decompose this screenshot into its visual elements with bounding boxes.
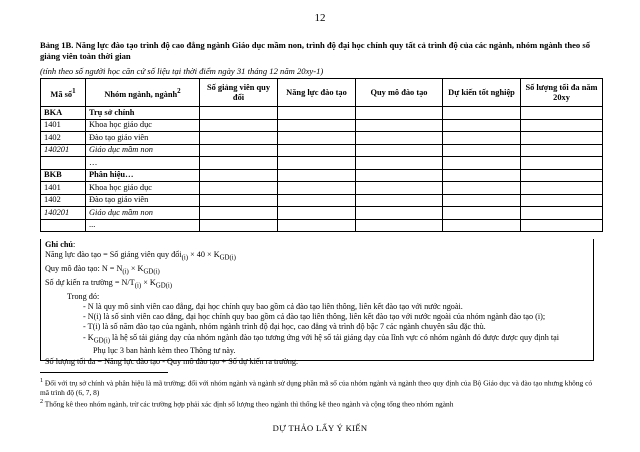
empty-cell — [443, 119, 521, 132]
empty-cell — [278, 169, 356, 182]
table-subtitle: (tính theo số người học căn cứ số liệu tại thời điểm ngày 31 tháng 12 năm 20xy-1) — [40, 66, 324, 76]
notes-box — [40, 239, 594, 366]
table-row — [41, 157, 603, 170]
empty-cell — [356, 107, 443, 120]
row-name: … — [86, 157, 200, 170]
row-name: Đào tạo giáo viên — [86, 194, 200, 207]
empty-cell — [356, 219, 443, 232]
capacity-formula: Năng lực đào tạo = Số giảng viên quy đổi$_{(i)}$ × $40 \times K_{GD(i)}$ — [45, 250, 236, 262]
table-header-row — [41, 79, 603, 107]
empty-cell — [443, 194, 521, 207]
empty-cell — [356, 119, 443, 132]
empty-cell — [278, 194, 356, 207]
row-code: 140201 — [41, 144, 86, 157]
empty-cell — [278, 132, 356, 145]
row-name: ... — [86, 219, 200, 232]
table-row — [41, 144, 603, 157]
footnote-2: $^2$ Thống kê theo nhóm ngành, trừ các trường hợp phải xác định số lượng theo ngành thì thống kê theo ngành và cộng tổng theo nhóm ngành — [40, 398, 454, 409]
empty-cell — [521, 157, 603, 170]
row-code: 1401 — [41, 182, 86, 195]
empty-cell — [278, 157, 356, 170]
empty-cell — [521, 207, 603, 220]
notes-line-4: - $K_{GD(i)}$ là hệ số tải giảng dạy của nhóm ngành đào tạo tương ứng với hệ số tải giảng dạy của lĩnh vực có nhóm ngành đó được được quy định tại — [83, 332, 560, 345]
empty-cell — [278, 219, 356, 232]
table-row — [41, 119, 603, 132]
empty-cell — [200, 119, 278, 132]
empty-cell — [521, 219, 603, 232]
row-code — [41, 157, 86, 170]
empty-cell — [200, 144, 278, 157]
header-group: Nhóm ngành, ngành$^2$ — [86, 79, 200, 107]
header-max-quota: Số lượng tối đa năm 20xy — [521, 79, 603, 107]
footnotes — [40, 377, 600, 409]
table-row — [41, 194, 603, 207]
empty-cell — [200, 182, 278, 195]
notes-line-2: - N(i) là số sinh viên cao đẳng, đại học chính quy bao gồm cả đào tạo liên thông, liên kết đào tạo với nước ngoài của nhóm ngành đào tạo (i); — [83, 312, 546, 322]
empty-cell — [200, 219, 278, 232]
empty-cell — [278, 119, 356, 132]
empty-cell — [200, 157, 278, 170]
empty-cell — [521, 182, 603, 195]
empty-cell — [278, 107, 356, 120]
row-name: Khoa học giáo dục — [86, 182, 200, 195]
empty-cell — [200, 169, 278, 182]
table-row — [41, 182, 603, 195]
footnote-rule — [40, 372, 168, 373]
empty-cell — [200, 207, 278, 220]
header-lecturers: Số giảng viên quy đổi — [200, 79, 278, 107]
empty-cell — [356, 182, 443, 195]
empty-cell — [443, 132, 521, 145]
table-row — [41, 219, 603, 232]
table-row — [41, 169, 603, 182]
empty-cell — [200, 132, 278, 145]
empty-cell — [443, 157, 521, 170]
notes-heading: Ghi chú: — [45, 240, 76, 249]
empty-cell — [521, 194, 603, 207]
header-scale: Quy mô đào tạo — [356, 79, 443, 107]
row-code: 140201 — [41, 207, 86, 220]
empty-cell — [356, 207, 443, 220]
empty-cell — [278, 182, 356, 195]
row-name: Đào tạo giáo viên — [86, 132, 200, 145]
row-code: 1402 — [41, 132, 86, 145]
empty-cell — [521, 169, 603, 182]
row-name: Giáo dục mầm non — [86, 207, 200, 220]
draft-footer: DỰ THẢO LẤY Ý KIẾN — [272, 423, 368, 433]
empty-cell — [200, 194, 278, 207]
empty-cell — [521, 107, 603, 120]
notes-line-3: - T(i) là số năm đào tạo của ngành, nhóm ngành trình độ đại học, cao đẳng và trình độ bậc 7 các ngành chuyên sâu đặc thù. — [83, 322, 486, 332]
row-name: Khoa học giáo dục — [86, 119, 200, 132]
row-code: 1401 — [41, 119, 86, 132]
header-code: Mã số$^1$ — [41, 79, 86, 107]
empty-cell — [521, 119, 603, 132]
page-number: 12 — [314, 12, 326, 24]
row-name: Phân hiệu… — [86, 169, 200, 182]
empty-cell — [356, 194, 443, 207]
empty-cell — [443, 107, 521, 120]
row-code: BKA — [41, 107, 86, 120]
capacity-table — [40, 78, 603, 232]
empty-cell — [356, 169, 443, 182]
notes-line-1: - N là quy mô sinh viên cao đẳng, đại học chính quy bao gồm cả đào tạo liên thông, liên kết đào tạo với nước ngoài. — [83, 301, 463, 311]
empty-cell — [443, 219, 521, 232]
empty-cell — [278, 144, 356, 157]
table-row — [41, 132, 603, 145]
table-row — [41, 107, 603, 120]
empty-cell — [443, 169, 521, 182]
row-name: Giáo dục mầm non — [86, 144, 200, 157]
empty-cell — [443, 182, 521, 195]
table-title: Bảng 1B. Năng lực đào tạo trình độ cao đẳng ngành Giáo dục mầm non, trình độ đại học chính quy tất cả trình độ của các ngành, nhóm ngành theo số giảng viên toàn thời gian — [40, 40, 591, 61]
header-capacity: Năng lực đào tạo — [278, 79, 356, 107]
row-name: Trụ sở chính — [86, 107, 200, 120]
empty-cell — [521, 144, 603, 157]
notes-line-5: Phụ lục 3 ban hành kèm theo Thông tư này. — [93, 346, 236, 356]
empty-cell — [521, 132, 603, 145]
row-code: BKB — [41, 169, 86, 182]
row-code — [41, 219, 86, 232]
empty-cell — [278, 207, 356, 220]
empty-cell — [356, 132, 443, 145]
scale-formula: Quy mô đào tạo: $N = N_{(i)} \times K_{GD(i)}$ — [45, 264, 160, 276]
graduation-formula: Số dự kiến ra trường = $N/T_{(i)} \times K_{GD(i)}$ — [45, 277, 173, 290]
row-code: 1402 — [41, 194, 86, 207]
empty-cell — [200, 107, 278, 120]
footnote-1: $^1$ Đối với trụ sở chính và phân hiệu là mã trường; đối với nhóm ngành và ngành sử dụng phần mã số của nhóm ngành và ngành theo quy định của Bộ Giáo dục và đào tạo nhưng không có mã trình độ (6, 7, 8) — [40, 378, 593, 398]
header-expected-grad: Dự kiến tốt nghiệp — [443, 79, 521, 107]
empty-cell — [443, 144, 521, 157]
empty-cell — [356, 144, 443, 157]
notes-line-6: Số lượng tối đa = Năng lực đào tạo - Quy mô đào tạo + Số dự kiến ra trường. — [45, 356, 299, 366]
table-row — [41, 207, 603, 220]
empty-cell — [356, 157, 443, 170]
empty-cell — [443, 207, 521, 220]
notes-where: Trong đó: — [67, 291, 100, 301]
